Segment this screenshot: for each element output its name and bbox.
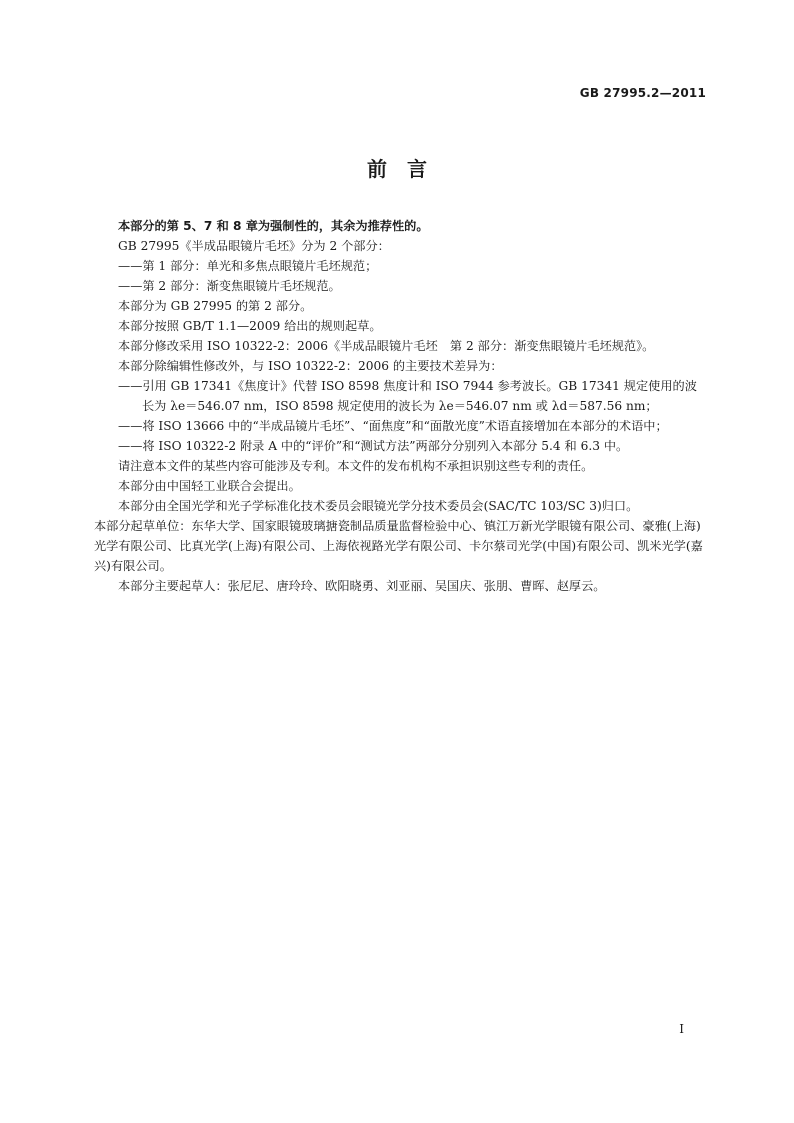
paragraph-differences-intro: 本部分除编辑性修改外，与 ISO 10322-2：2006 的主要技术差异为： [118,359,503,373]
standard-code: GB 27995.2—2011 [579,86,706,100]
paragraph-this-part: 本部分为 GB 27995 的第 2 部分。 [118,299,313,313]
paragraph-iso-adoption: 本部分修改采用 ISO 10322-2：2006《半成品眼镜片毛坯 第 2 部分：渐变焦眼镜片毛坯规范》。 [118,339,655,353]
paragraph-mandatory-chapters: 本部分的第 5、7 和 8 章为强制性的，其余为推荐性的。 [118,219,429,233]
page-title: 前 言 [367,157,427,181]
paragraph-drafters: 本部分主要起草人：张尼尼、唐玲玲、欧阳晓勇、刘亚丽、吴国庆、张朋、曹晖、赵厚云。 [118,579,606,593]
paragraph-proposer: 本部分由中国轻工业联合会提出。 [118,479,301,493]
list-item-difference-3: ——将 ISO 10322-2 附录 A 中的“评价”和“测试方法”两部分分别列入本部分 5.4 和 6.3 中。 [118,439,629,453]
list-item-difference-2: ——将 ISO 13666 中的“半成品镜片毛坯”、“面焦度”和“面散光度”术语直接增加在本部分的术语中； [118,419,668,433]
paragraph-parts-intro: GB 27995《半成品眼镜片毛坯》分为 2 个部分： [118,239,390,253]
paragraph-drafting-rules: 本部分按照 GB/T 1.1—2009 给出的规则起草。 [118,319,382,333]
page-number: I [679,1022,684,1036]
paragraph-drafting-units: 本部分起草单位：东华大学、国家眼镜玻璃搪瓷制品质量监督检验中心、镇江万新光学眼镜有限公司、豪雅(上海)光学有限公司、比真光学(上海)有限公司、上海依视路光学有限公司、卡尔蔡司光学(中国)有限公司、凯米光学(嘉兴)有限公司。 [94,519,703,573]
paragraph-patent-notice: 请注意本文件的某些内容可能涉及专利。本文件的发布机构不承担识别这些专利的责任。 [118,459,594,473]
paragraph-technical-committee: 本部分由全国光学和光子学标准化技术委员会眼镜光学分技术委员会(SAC/TC 103/SC 3)归口。 [118,499,639,513]
list-item-difference-1: ——引用 GB 17341《焦度计》代替 ISO 8598 焦度计和 ISO 7944 参考波长。GB 17341 规定使用的波长为 λe＝546.07 nm，ISO 8598 规定使用的波长为 λe＝546.07 nm 或 λd＝587.56 nm； [118,379,697,413]
foreword-body [94,216,708,596]
list-item-part-1: ——第 1 部分：单光和多焦点眼镜片毛坯规范； [118,259,378,273]
list-item-part-2: ——第 2 部分：渐变焦眼镜片毛坯规范。 [118,279,341,293]
